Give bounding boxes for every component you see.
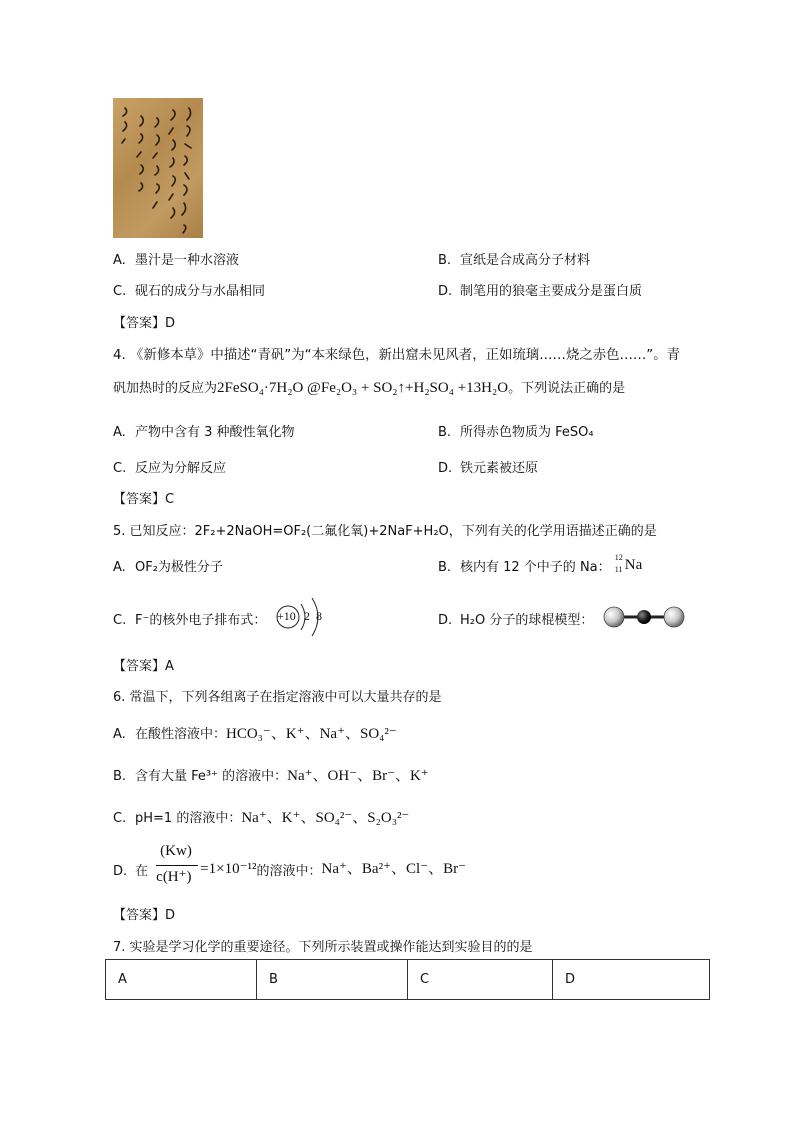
q6-option-d[interactable]: [113, 843, 466, 889]
option-text: OF₂为极性分子: [135, 560, 223, 575]
q3-option-b[interactable]: [438, 249, 590, 268]
q4-option-b[interactable]: [438, 421, 594, 440]
answer-value: D: [165, 908, 176, 923]
option-letter: D.: [438, 284, 453, 299]
answer-value: C: [165, 492, 175, 507]
option-letter: C.: [113, 461, 127, 476]
q4-option-c[interactable]: [113, 457, 226, 476]
q6-option-a[interactable]: [113, 722, 397, 743]
table-cell-b[interactable]: B: [257, 960, 408, 1000]
nuclide-mass: 12: [614, 553, 623, 562]
option-letter: B.: [113, 769, 127, 784]
q4-stem-line2: [113, 377, 625, 397]
option-letter: C.: [113, 284, 127, 299]
q6-option-c[interactable]: [113, 806, 409, 827]
calligraphy-strokes: [113, 98, 203, 238]
q3-answer: [113, 312, 175, 331]
nuclide-symbol: [614, 553, 649, 575]
ball-stick-model: [602, 604, 686, 630]
kw-fraction: [156, 843, 200, 889]
option-ions: Na⁺、K⁺、SO₄²⁻、S₂O₃²⁻: [241, 810, 410, 826]
option-letter: A.: [113, 727, 126, 742]
option-text: 制笔用的狼毫主要成分是蛋白质: [460, 284, 643, 299]
q3-option-c[interactable]: [113, 280, 265, 299]
option-text: 在酸性溶液中：: [135, 727, 227, 742]
table-cell-a[interactable]: A: [106, 960, 257, 1000]
option-letter: C.: [113, 613, 127, 628]
answer-label: 【答案】: [113, 492, 166, 507]
q7-stem: 7. 实验是学习化学的重要途径。下列所示装置或操作能达到实验目的的是: [113, 940, 533, 955]
option-text: 产物中含有 3 种酸性氧化物: [135, 425, 295, 440]
option-text: 在: [135, 864, 149, 879]
option-ions: HCO₃⁻、K⁺、Na⁺、SO₄²⁻: [226, 726, 397, 742]
ball-stick-svg: [602, 604, 686, 630]
nuclide-atomic: 11: [614, 565, 623, 574]
option-letter: B.: [438, 560, 452, 575]
answer-label: 【答案】: [113, 659, 166, 674]
option-text-2: 的溶液中：: [256, 864, 322, 879]
option-text: pH=1 的溶液中：: [135, 811, 242, 826]
calligraphy-image: [113, 98, 203, 238]
q4-answer: [113, 488, 174, 507]
answer-label: 【答案】: [113, 908, 166, 923]
shell-1-count: 2: [304, 609, 310, 623]
option-text: 核内有 12 个中子的 Na：: [460, 560, 611, 575]
table-row: [106, 960, 710, 1000]
option-letter: A.: [113, 425, 126, 440]
option-text: F⁻的核外电子排布式：: [135, 613, 267, 628]
option-letter: D.: [438, 461, 453, 476]
q4-stem-line1: 4. 《新修本草》中描述“青矾”为“本来绿色，新出窟未见风者，正如琉璃……烧之赤色……”。青: [113, 348, 681, 363]
option-text: 铁元素被还原: [460, 461, 539, 476]
option-letter: A.: [113, 253, 126, 268]
q5-option-d[interactable]: [438, 609, 593, 628]
fraction-denominator: c(H⁺): [156, 869, 192, 885]
q6-answer: [113, 904, 175, 923]
table-cell-c[interactable]: C: [408, 960, 553, 1000]
q4-equation: 2FeSO₄·7H₂O @Fe₂O₃ + SO₂↑+H₂SO₄ +13H₂O: [217, 380, 509, 396]
option-ions: Na⁺、Ba²⁺、Cl⁻、Br⁻: [321, 861, 467, 877]
option-letter: B.: [438, 425, 452, 440]
table-cell-d[interactable]: D: [552, 960, 709, 1000]
option-text: 含有大量 Fe³⁺ 的溶液中：: [135, 769, 288, 784]
q5-option-b[interactable]: [438, 553, 649, 575]
nuclide-element: Na: [624, 557, 643, 573]
option-text: 宣纸是合成高分子材料: [460, 253, 591, 268]
option-text: 反应为分解反应: [135, 461, 227, 476]
option-letter: B.: [438, 253, 452, 268]
option-text: H₂O 分子的球棍模型：: [460, 613, 594, 628]
q7-options-table: [105, 959, 710, 1000]
answer-label: 【答案】: [113, 316, 166, 331]
option-letter: A.: [113, 560, 126, 575]
q3-option-d[interactable]: [438, 280, 642, 299]
q4-stem-suffix: 。下列说法正确的是: [508, 381, 626, 396]
q6-stem: 6. 常温下，下列各组离子在指定溶液中可以大量共存的是: [113, 690, 442, 705]
q4-option-d[interactable]: [438, 457, 538, 476]
option-letter: D.: [438, 613, 453, 628]
q5-answer: [113, 655, 174, 674]
answer-value: D: [165, 316, 176, 331]
q4-option-a[interactable]: [113, 421, 295, 440]
shell-2-count: 8: [316, 609, 322, 623]
option-text: 砚石的成分与水晶相同: [135, 284, 266, 299]
fraction-numerator: (Kw): [160, 843, 192, 859]
answer-value: A: [165, 659, 174, 674]
q6-option-b[interactable]: [113, 764, 429, 785]
q3-option-a[interactable]: [113, 249, 239, 268]
option-letter: C.: [113, 811, 127, 826]
q5-option-a[interactable]: [113, 556, 223, 575]
q4-stem-prefix: 矾加热时的反应为: [113, 381, 218, 396]
option-text: 所得赤色物质为 FeSO₄: [460, 425, 594, 440]
nucleus-charge: +10: [277, 609, 296, 623]
option-ions: Na⁺、OH⁻、Br⁻、K⁺: [287, 768, 429, 784]
q5-stem: 5. 已知反应：2F₂+2NaOH=OF₂(二氟化氧)+2NaF+H₂O，下列有关的化学用语描述正确的是: [113, 524, 657, 539]
q5-option-c[interactable]: [113, 609, 266, 628]
option-text: 墨汁是一种水溶液: [135, 253, 240, 268]
fraction-bar: [156, 865, 198, 866]
option-letter: D.: [113, 864, 128, 879]
f-ion-structure-diagram: [272, 594, 332, 640]
fraction-equals: =1×10⁻¹²: [200, 861, 257, 877]
